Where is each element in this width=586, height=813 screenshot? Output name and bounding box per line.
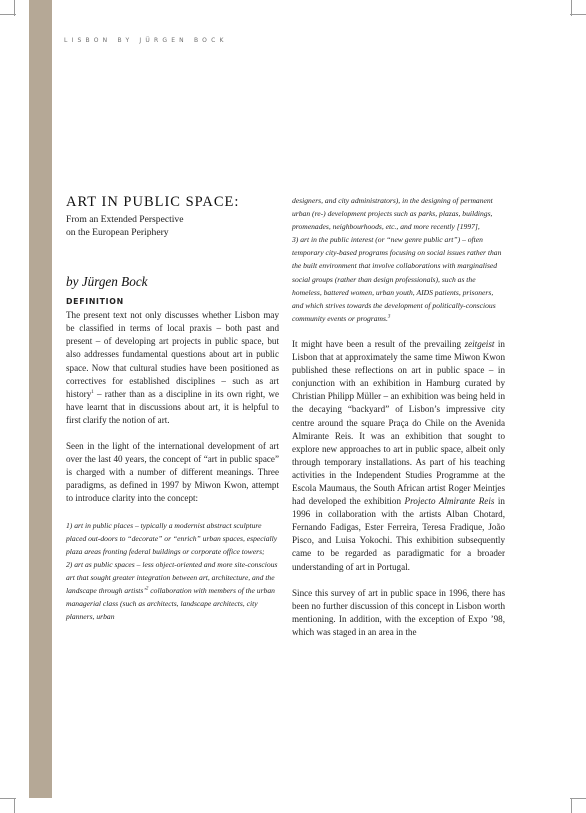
quote-item [66, 558, 279, 623]
quote-text: 3) art in the public interest (or “new genre public art”) – often temporary city-based programs focusing on social issues rather than the built environment that involve collaborations with marginalised social groups (rather than design professionals), such as the homeless, battered women, urban youth, AIDS patients, prisoners, and which strives towards the development of politically-conscious community events or programs. [292, 235, 502, 323]
body-paragraph: Seen in the light of the international development of art over the last 40 years, the concept of “art in public space” is charged with a number of different meanings. Three paradigms, as defined in 1997 by Miwon Kwon, attempt to introduce clarity into the concept: [66, 441, 279, 504]
footnote-marker: 2 [145, 586, 149, 592]
paragraph-text: in 1996 in collaboration with the artists Alban Chotard, Fernando Fadigas, Ester Ferreira, Teresa Fradique, João Pisco, and Luisa Yokochi. This exhibition subsequently came to be regarded as paradigmatic for a broader understanding of art in Portugal. [292, 496, 505, 572]
body-paragraph: Since this survey of art in public space in 1996, there has been no further discussion of this concept in Lisbon worth mentioning. In addition, with the exception of Expo ’98, which was staged in an area in the [292, 587, 505, 637]
paragraph-text: in Lisbon that at approximately the same time Miwon Kwon published these reflections on art in public space – in conjunction with an exhibition in Hamburg curated by Christian Philipp Müller – an exhibition was being held in the decaying “backyard” of Lisbon’s impressive city centre around the square Praça do Chile on the Avenida Almirante Reis. It was an exhibition that sought to explore new approaches to art in public space, albeit only through temporary installations. As part of his teaching activities in the Independent Studies Programme at the Escola Maumaus, the South African artist Roger Meintjes had developed the exhibition [292, 338, 505, 507]
exhibition-title: Projecto Almirante Reis [404, 496, 495, 507]
subtitle-line: From an Extended Perspective [66, 214, 184, 225]
article-title: ART IN PUBLIC SPACE: [66, 194, 240, 210]
running-header: LISBON BY JÜRGEN BOCK [64, 37, 228, 44]
right-column [292, 194, 505, 639]
quote-text: collaboration with members of the urban managerial class (such as architects, landscape architects, city planners, urban [66, 585, 275, 622]
footnote-marker: 1 [91, 389, 94, 395]
crop-mark [571, 0, 572, 16]
author-byline: by Jürgen Bock [66, 274, 148, 289]
body-paragraph [292, 338, 505, 574]
quote-item: 1) art in public places – typically a modernist abstract sculpture placed out-doors to “decorate” or “enrich” urban spaces, especially plaza areas fronting federal buildings or corporate office towers; [66, 520, 278, 556]
crop-mark [14, 798, 15, 813]
footnote-marker: 3 [387, 314, 391, 320]
crop-mark [14, 0, 15, 16]
page-sidebar-band [29, 0, 52, 798]
paragraph-emphasis: zeitgeist [464, 338, 495, 349]
crop-mark [570, 798, 586, 799]
paragraph-text: The present text not only discusses whether Lisbon may be classified in terms of local praxis – both past and present – of developing art projects in public space, but also addresses fundamental questions about art in public space. Now that cultural studies have been positioned as correctives for established disciplines – such as art history [66, 310, 279, 399]
quote-text: 2) art as public spaces – less object-oriented and more site-conscious art that sought greater integration between art, architecture, and the landscape through artists’ [66, 559, 278, 595]
crop-mark [571, 798, 572, 813]
crop-mark [570, 14, 586, 15]
quote-item [292, 233, 505, 325]
body-paragraph [66, 309, 279, 427]
article-subtitle [66, 214, 279, 239]
section-heading: DEFINITION [66, 297, 124, 307]
paragraph-text: – rather than as a discipline in its own right, we have learnt that in discussions about art, it is helpful to first clarify the notion of art. [66, 388, 279, 425]
left-column [66, 194, 279, 623]
subtitle-line: on the European Periphery [66, 226, 169, 238]
quote-item: designers, and city administrators), in the designing of permanent urban (re-) development projects such as parks, plazas, buildings, promenades, neighbourhoods, etc., and more recently [1997], [292, 196, 493, 232]
paragraph-text: It might have been a result of the prevailing [292, 338, 465, 349]
